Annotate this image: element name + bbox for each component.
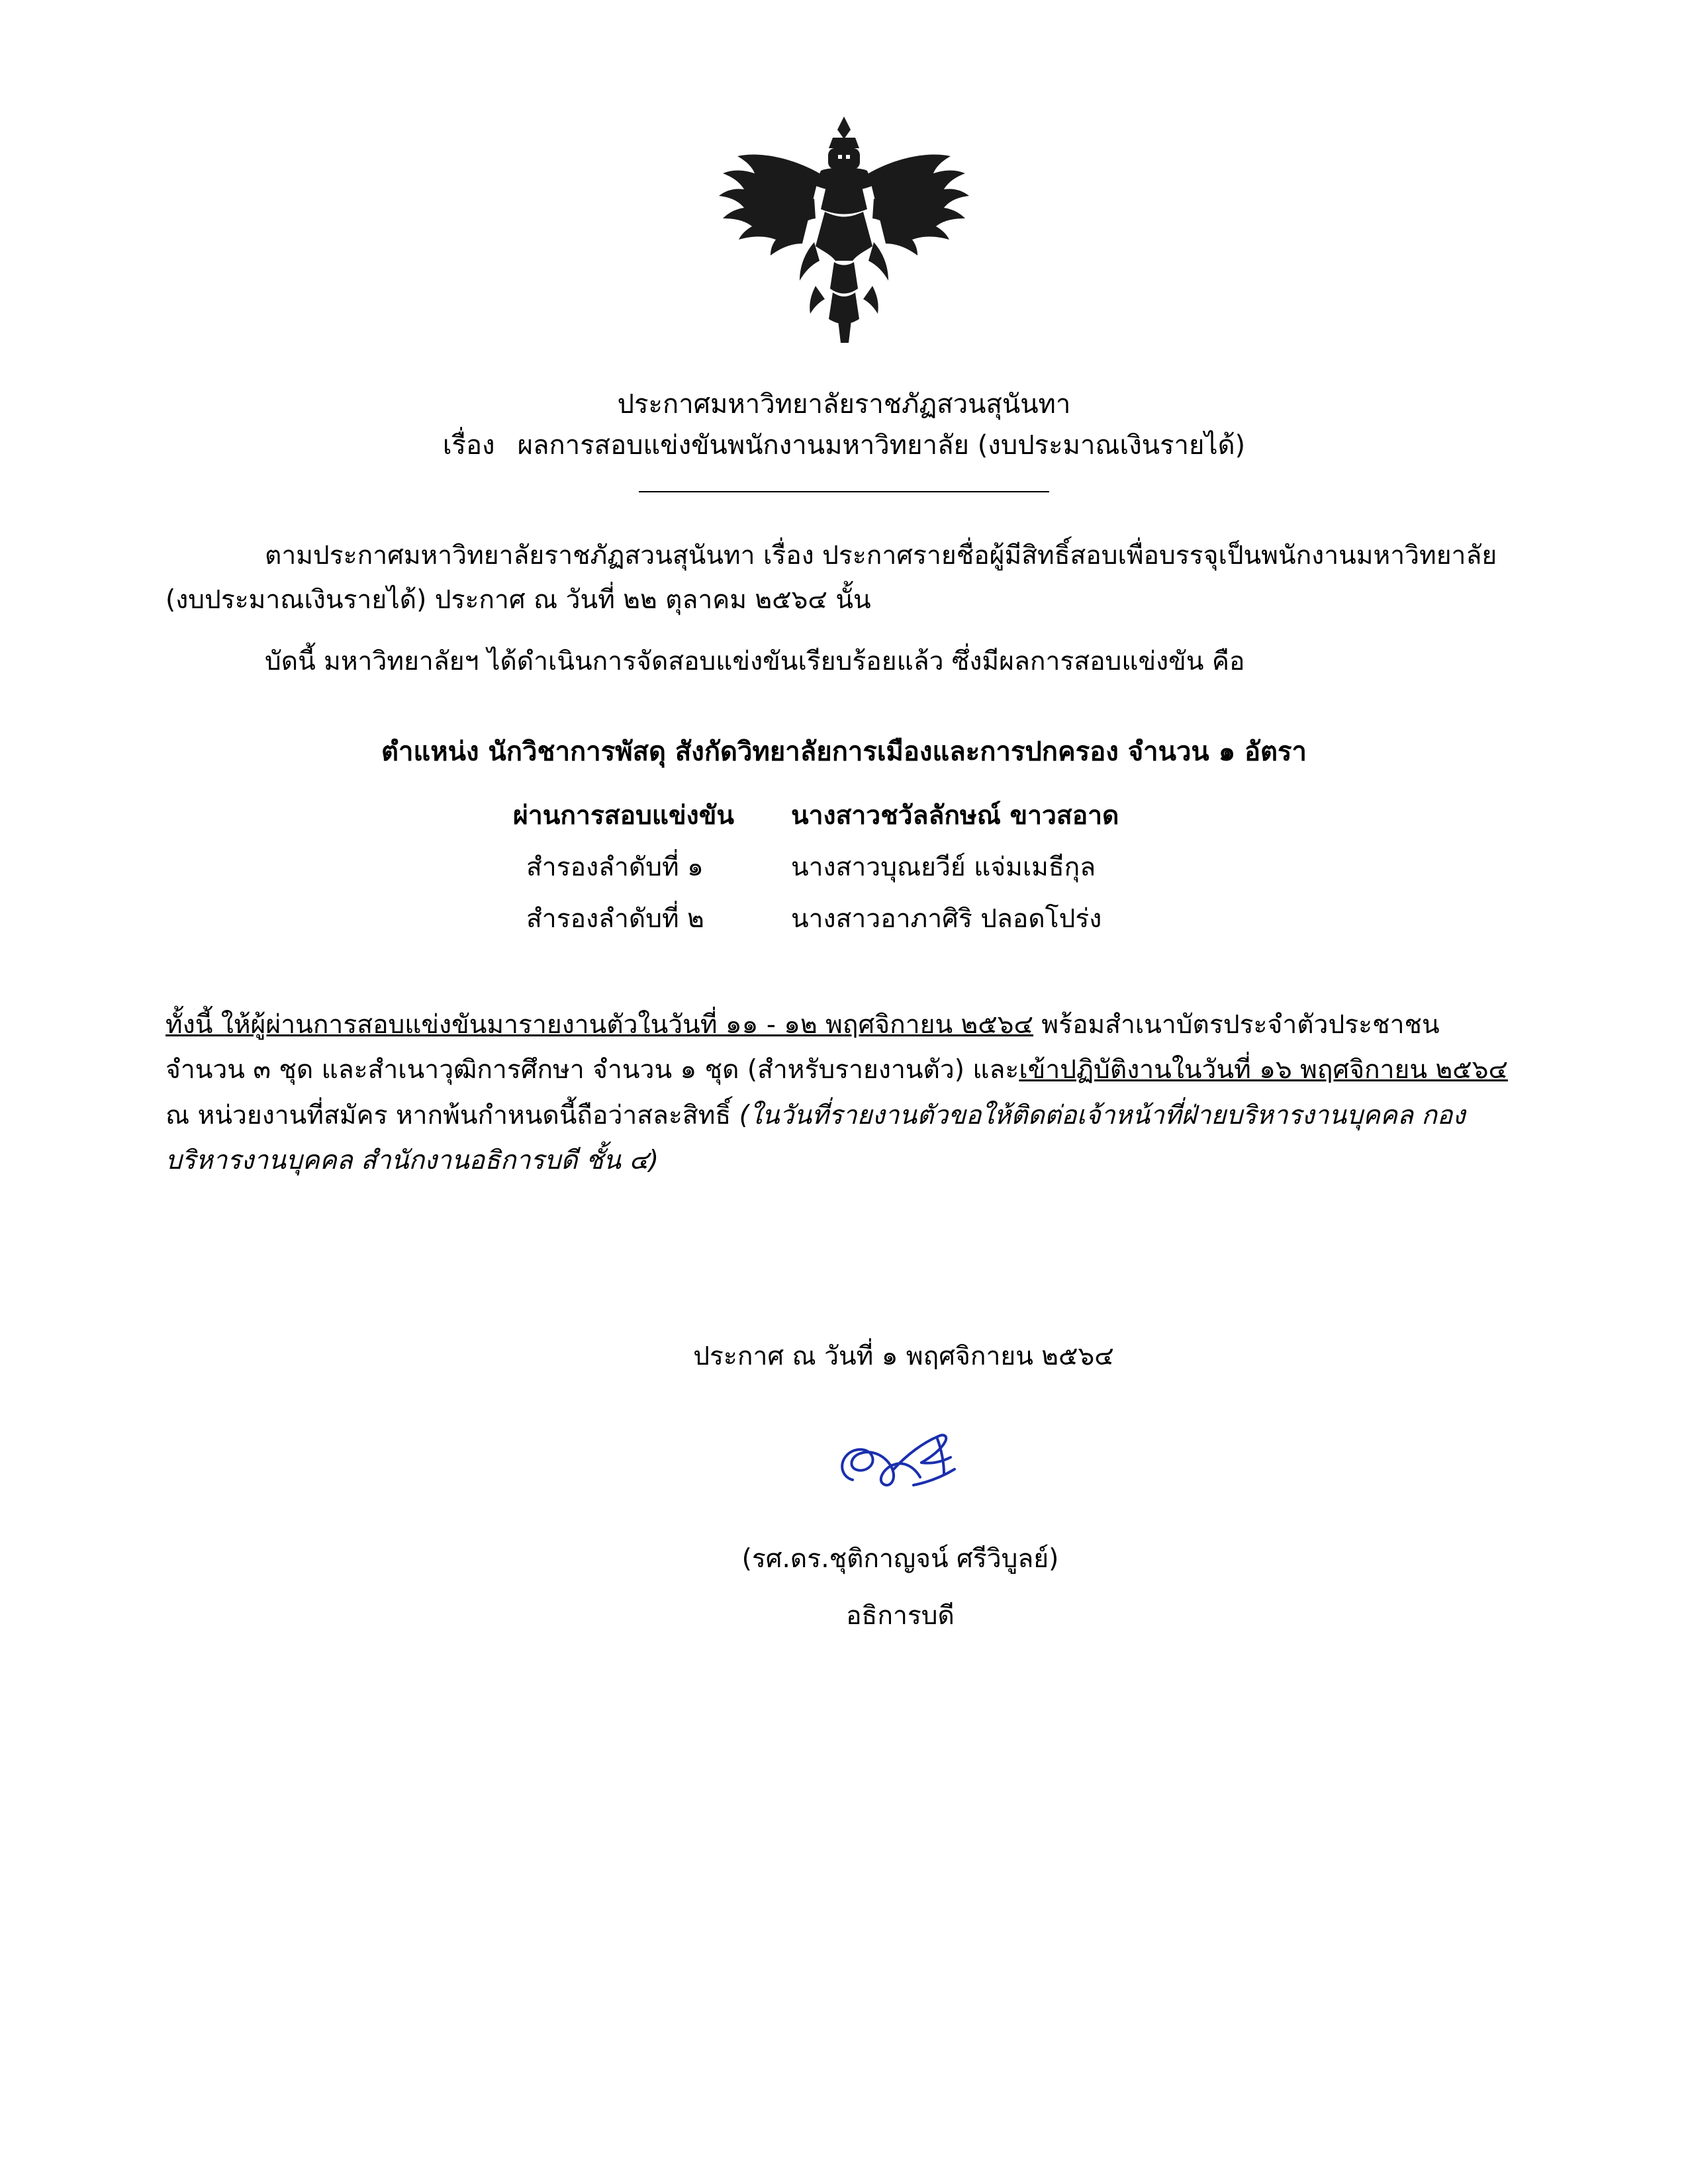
note-segment-start-date: เข้าปฏิบัติงานในวันที่ ๑๖ พฤศจิกายน ๒๕๖๔ [1019, 1055, 1508, 1085]
result-label: สำรองลำดับที่ ๑ [526, 852, 704, 883]
announcement-title: ประกาศมหาวิทยาลัยราชภัฏสวนสุนันทา [617, 389, 1071, 420]
result-value: นางสาวบุณยวีย์ แจ่มเมธีกุล [791, 852, 1096, 883]
note-segment-documents: พร้อมสำเนาบัตรประจำตัวประชาชน จำนวน ๓ ชุด และสำเนาวุฒิการศึกษา จำนวน ๑ ชุด (สำหรับรายงานตัว) และ [165, 1010, 1440, 1085]
subject-text: ผลการสอบแข่งขันพนักงานมหาวิทยาลัย (งบประมาณเงินรายได้) [517, 430, 1246, 461]
instructions-paragraph [0, 1003, 1688, 1183]
paragraph-reference: ตามประกาศมหาวิทยาลัยราชภัฏสวนสุนันทา เรื่อง ประกาศรายชื่อผู้มีสิทธิ์สอบเพื่อบรรจุเป็นพนักงานมหาวิทยาลัย (งบประมาณเงินรายได้) ประกาศ ณ วันที่ ๒๒ ตุลาคม ๒๕๖๔ นั้น [165, 541, 1497, 615]
horizontal-rule [639, 491, 1049, 492]
announcement-subject-line [0, 425, 1688, 466]
garuda-emblem-icon [715, 113, 973, 357]
signature-icon [814, 1416, 986, 1516]
note-segment-location: ณ หน่วยงานที่สมัคร หากพ้นกำหนดนี้ถือว่าสละสิทธิ์ [165, 1100, 739, 1130]
note-segment-contact: (ในวันที่รายงานตัวขอให้ติดต่อเจ้าหน้าที่ฝ่ายบริหารงานบุคคล กองบริหารงานบุคคล สำนักงานอธิการบดี ชั้น ๔) [165, 1100, 1466, 1175]
result-row [480, 795, 1208, 836]
signature-container [0, 1416, 1688, 1516]
subject-label: เรื่อง [442, 430, 495, 461]
document-heading [0, 384, 1688, 466]
announcement-date: ประกาศ ณ วันที่ ๑ พฤศจิกายน ๒๕๖๔ [693, 1342, 1114, 1372]
signer-name: (รศ.ดร.ชุติกาญจน์ ศรีวิบูลย์) [741, 1544, 1059, 1574]
table-row [480, 898, 1208, 939]
result-value: นางสาวอาภาศิริ ปลอดโปร่ง [791, 904, 1102, 934]
results-list [0, 795, 1688, 939]
result-value: นางสาวชวัลลักษณ์ ขาวสอาด [791, 801, 1119, 831]
signer-title: อธิการบดี [846, 1601, 955, 1631]
note-segment-report-date: ทั้งนี้ ให้ผู้ผ่านการสอบแข่งขันมารายงานตัวในวันที่ ๑๑ - ๑๒ พฤศจิกายน ๒๕๖๔ [165, 1010, 1034, 1040]
emblem-container [0, 0, 1688, 357]
result-label: สำรองลำดับที่ ๒ [526, 904, 704, 934]
divider-container [0, 491, 1688, 492]
position-heading: ตำแหน่ง นักวิชาการพัสดุ สังกัดวิทยาลัยการเมืองและการปกครอง จำนวน ๑ อัตรา [381, 737, 1307, 768]
body-text [0, 533, 1688, 684]
result-label: ผ่านการสอบแข่งขัน [513, 801, 735, 831]
paragraph-result-intro: บัดนี้ มหาวิทยาลัยฯ ได้ดำเนินการจัดสอบแข่งขันเรียบร้อยแล้ว ซึ่งมีผลการสอบแข่งขัน คือ [265, 647, 1245, 677]
table-row [480, 846, 1208, 887]
